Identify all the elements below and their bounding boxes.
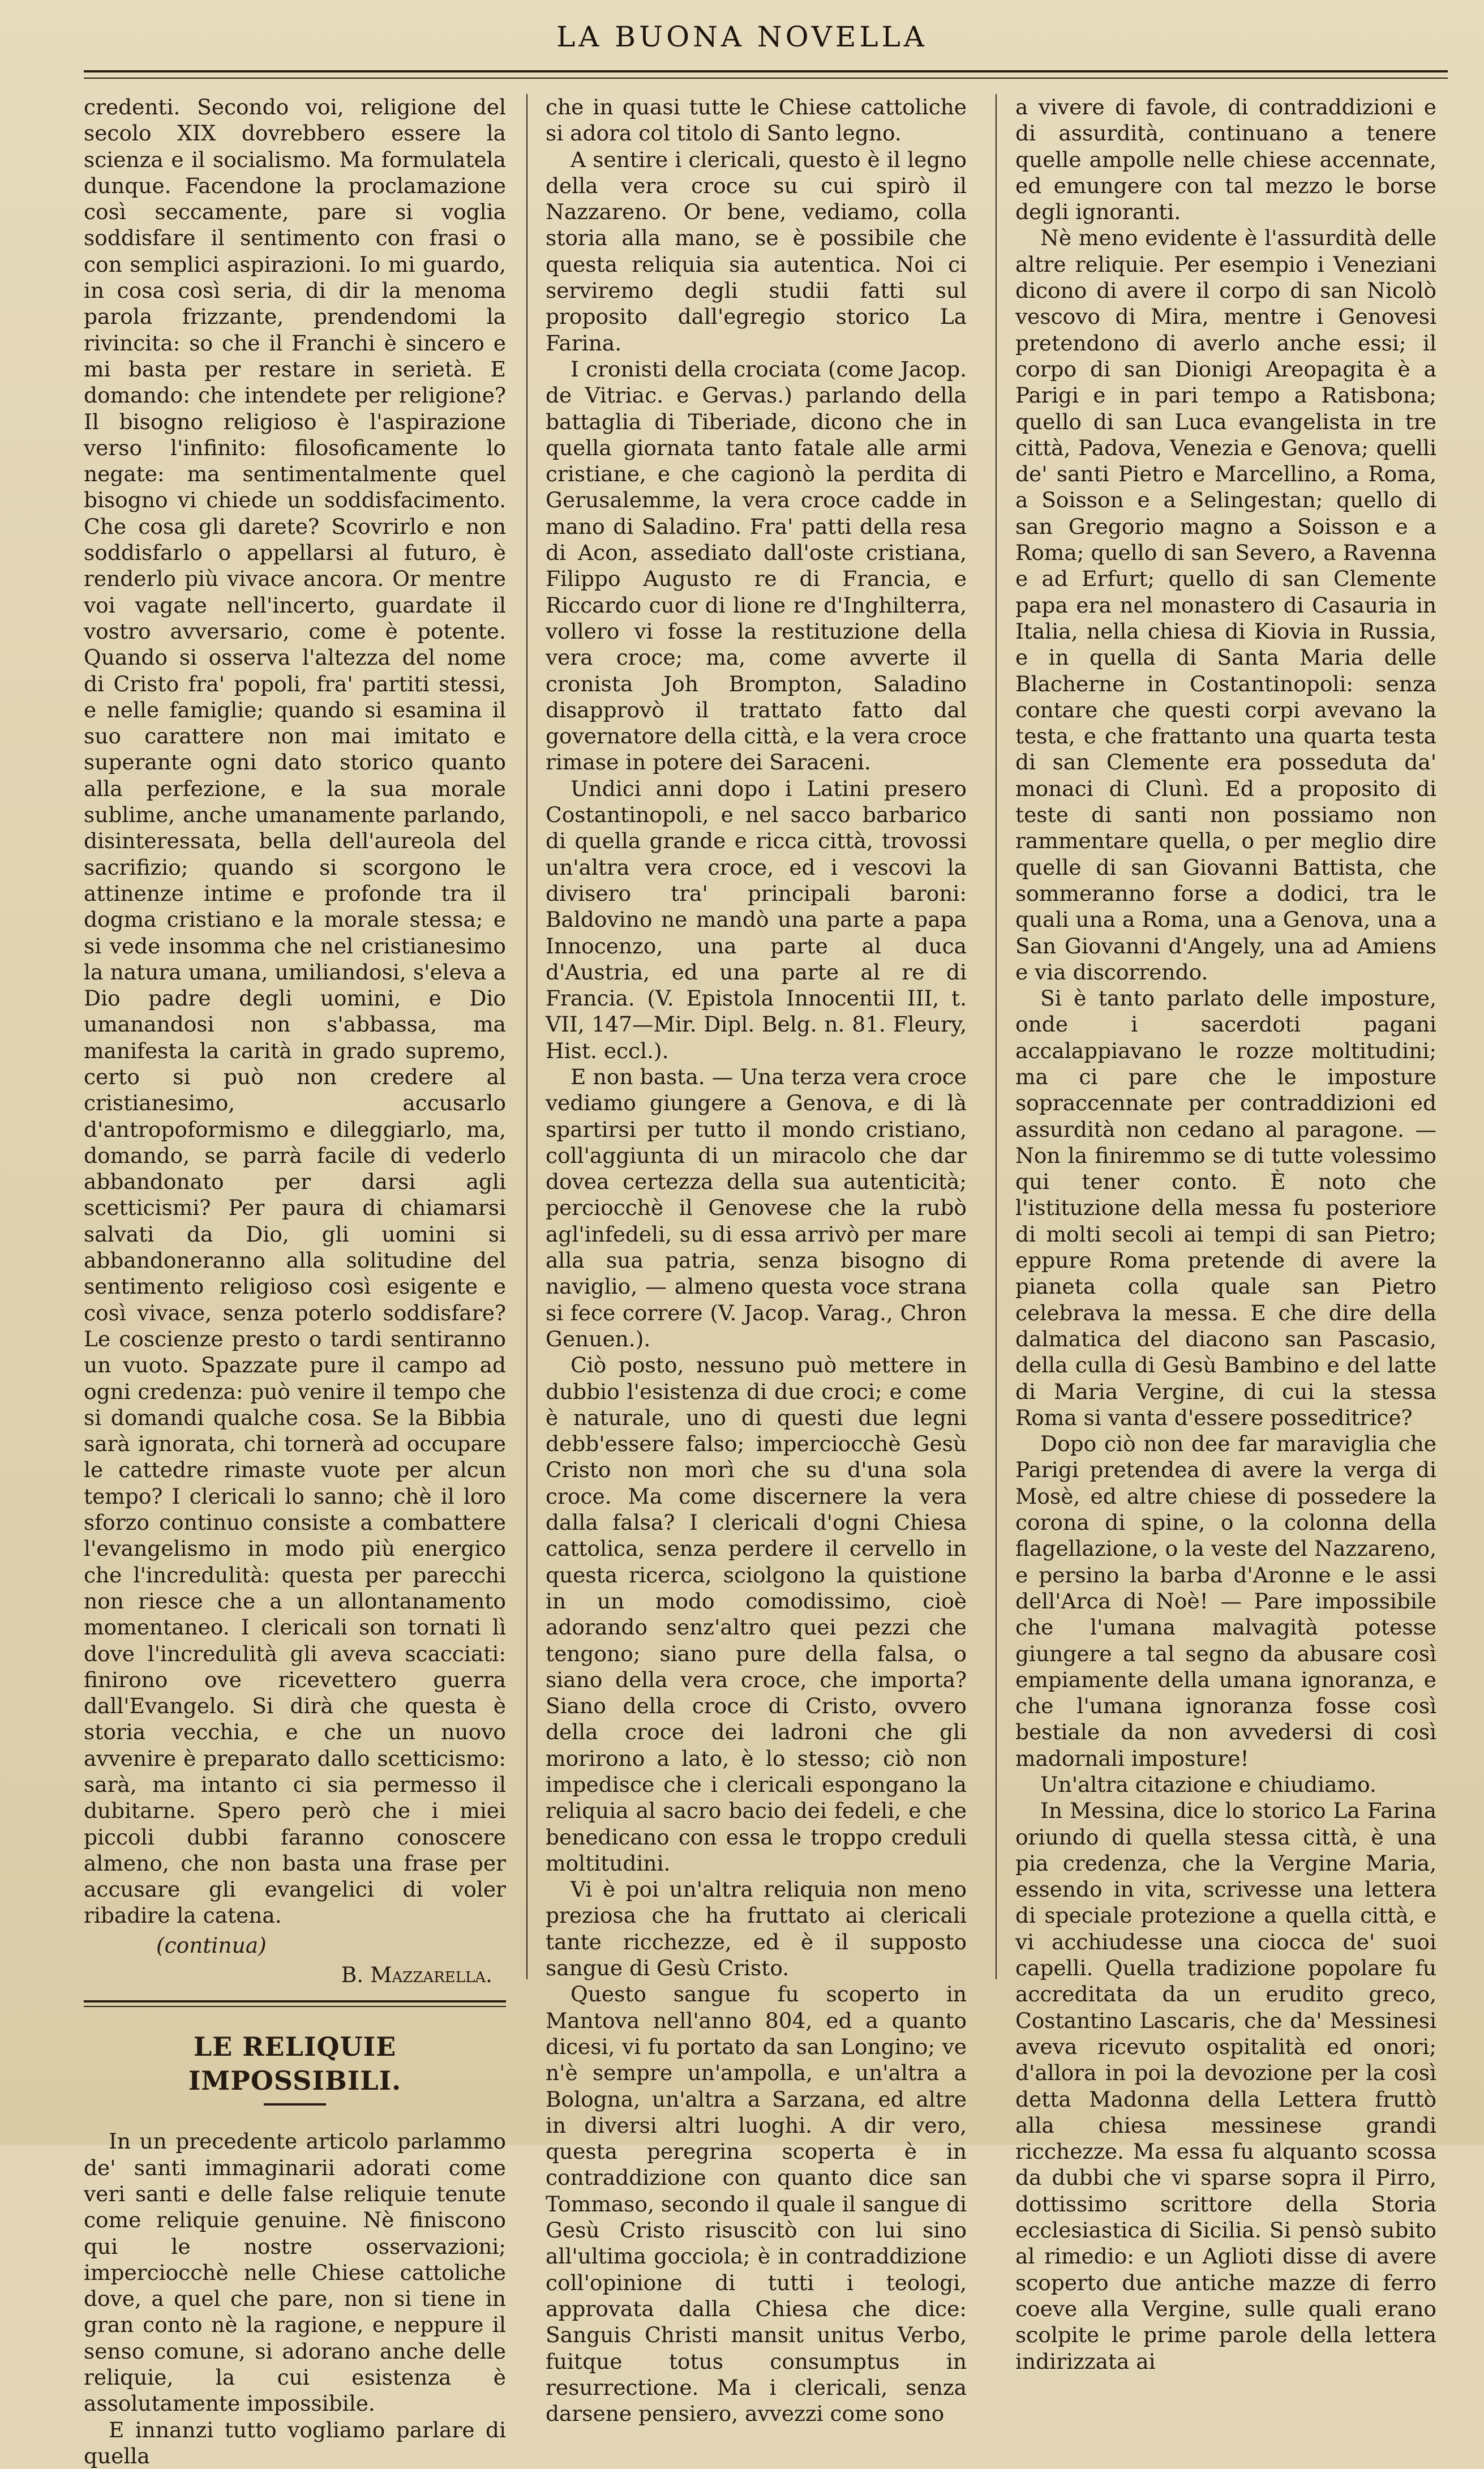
paragraph: A sentire i clericali, questo è il legno della vera croce su cui spirò il Nazzareno. Or bene, vediamo, colla storia alla mano, se è possibile che questa reliquia sia autentica. Noi ci serviremo degli studii fatti sul proposito dall'egregio storico La Farina. bbox=[546, 147, 967, 356]
paragraph: Si è tanto parlato delle imposture, onde i sacerdoti pagani accalappiavano le rozze moltitudini; ma ci pare che le imposture sopraccennate per contraddizioni ed assurdità non cedano al paragone. — Non la finiremmo se di tutte volessimo qui tener conto. È noto che l'istituzione della messa fu posteriore di molti secoli ai tempi di san Pietro; eppure Roma pretende di avere la pianeta colla quale san Pietro celebrava la messa. E che dire della dalmatica del diacono san Pascasio, della culla di Gesù Bambino e del latte di Maria Vergine, di cui la stessa Roma si vanta d'essere posseditrice? bbox=[1015, 986, 1436, 1430]
column-3 bbox=[1015, 94, 1436, 2374]
paragraph: Vi è poi un'altra reliquia non meno preziosa che ha fruttato ai clericali tante ricchezze, ed è il supposto sangue di Gesù Cristo. bbox=[546, 1877, 967, 1981]
paragraph: E innanzi tutto vogliamo parlare di quella bbox=[84, 2417, 506, 2468]
paragraph: che in quasi tutte le Chiese cattoliche si adora col titolo di Santo legno. bbox=[546, 95, 967, 146]
author-signature: B. Mazzarella. bbox=[341, 1962, 492, 1988]
title-ornament bbox=[264, 2103, 326, 2106]
paragraph: Questo sangue fu scoperto in Mantova nell'anno 804, ed a quanto dicesi, vi fu portato da san Longino; ve n'è sempre un'ampolla, e un'altra a Bologna, un'altra a Sarzana, ed altre in diversi altri luoghi. A dir vero, questa peregrina scoperta è in contraddizione con quanto dice san Tommaso, secondo il quale il sangue di Gesù Cristo risuscitò con lui sino all'ultima gocciola; è in contraddizione coll'opinione di tutti i teologi, approvata dalla Chiesa che dice: Sanguis Christi mansit unitus Verbo, fuitque totus consumptus in resurrectione. Ma i clericali, senza darsene pensiero, avvezzi come sono bbox=[546, 1982, 967, 2427]
column-1 bbox=[84, 94, 506, 2468]
paragraph: Ciò posto, nessuno può mettere in dubbio l'esistenza di due croci; e come è naturale, uno di questi due legni debb'essere falso; imperciocchè Gesù Cristo non morì che su d'una sola croce. Ma come discernere la vera dalla falsa? I clericali d'ogni Chiesa cattolica, senza perdere il cervello in questa ricerca, sciolgono la quistione in un modo comodissimo, cioè adorando senz'altro quei pezzi che tengono; siano pure della falsa, o siano della vera croce, che importa? Siano della croce di Cristo, ovvero della croce dei ladroni che gli morirono a lato, è lo stesso; ciò non impedisce che i clericali espongano la reliquia al sacro bacio dei fedeli, e che benedicano con essa le troppo creduli moltitudini. bbox=[546, 1353, 967, 1876]
header-rule bbox=[84, 70, 1448, 79]
paragraph: E non basta. — Una terza vera croce vediamo giungere a Genova, e di là spartirsi per tutto il mondo cristiano, coll'aggiunta di un miracolo che dar dovea certezza della sua autenticità; perciocchè il Genovese che la rubò agl'infedeli, su di essa arrivò per mare alla sua patria, senza bisogno di naviglio, — almeno questa voce strana si fece correre (V. Jacop. Varag., Chron Genuen.). bbox=[546, 1064, 967, 1351]
paragraph: In Messina, dice lo storico La Farina oriundo di quella stessa città, è una pia credenza, che la Vergine Maria, essendo in vita, scrivesse una lettera di speciale protezione a quella città, e vi acchiudesse una ciocca de' suoi capelli. Quella tradizione popolare fu accreditata da un erudito greco, Costantino Lascaris, che da' Messinesi aveva ricevuto ospitalità ed onori; d'allora in poi la devozione per la così detta Madonna della Lettera fruttò alla chiesa messinese grandi ricchezze. Ma essa fu alquanto scossa da dubbi che vi sparse sopra il Pirro, dottissimo scrittore della Storia ecclesiastica di Sicilia. Si pensò subito al rimedio: e un Aglioti disse di avere scoperto due antiche mazze di ferro coeve alla Vergine, sulle quali erano scolpite le prime parole della lettera indirizzata ai bbox=[1015, 1798, 1436, 2374]
column-divider bbox=[526, 94, 527, 1979]
paragraph: a vivere di favole, di contraddizioni e di assurdità, continuano a tenere quelle ampolle nelle chiese accennate, ed emungere con tal mezzo le borse degli ignoranti. bbox=[1015, 95, 1436, 225]
paragraph: I cronisti della crociata (come Jacop. de Vitriac. e Gervas.) parlando della battaglia di Tiberiade, dicono che in quella giornata tanto fatale alle armi cristiane, e che cagionò la perdita di Gerusalemme, la vera croce cadde in mano di Saladino. Fra' patti della resa di Acon, assediato dall'oste cristiana, Filippo Augusto re di Francia, e Riccardo cuor di lione re d'Inghilterra, vollero vi fosse la restituzione della vera croce; ma, come avverte il cronista Joh Brompton, Saladino disapprovò il trattato fatto dal governatore della città, e la vera croce rimase in potere dei Saraceni. bbox=[546, 356, 967, 775]
column-divider bbox=[996, 94, 997, 1979]
column-2 bbox=[546, 94, 967, 2427]
paragraph: Dopo ciò non dee far maraviglia che Parigi pretendea di avere la verga di Mosè, ed altre chiese di possedere la corona di spine, o la colonna della flagellazione, o la veste del Nazzareno, e persino la barba d'Aronne e le assi dell'Arca di Noè! — Pare impossibile che l'umana malvagità potesse giungere a tal segno da abusare così empiamente della umana ignoranza, e che l'umana ignoranza fosse così bestiale da non avvedersi di così madornali imposture! bbox=[1015, 1431, 1436, 1771]
paragraph: credenti. Secondo voi, religione del secolo XIX dovrebbero essere la scienza e il socialismo. Ma formulatela dunque. Facendone la proclamazione così seccamente, pare si voglia soddisfare il sentimento con frasi o con semplici aspirazioni. Io mi guardo, in cosa così seria, di dir la menoma parola frizzante, prendendomi la rivincita: so che il Franchi è sincero e mi basta per restare in serietà. E domando: che intendete per religione? Il bisogno religioso è l'aspirazione verso l'infinito: filosoficamente lo negate: ma sentimentalmente quel bisogno vi chiede un soddisfacimento. Che cosa gli darete? Scovrirlo e non soddisfarlo o appellarsi al futuro, è renderlo più vivace ancora. Or mentre voi vagate nell'incerto, guardate il vostro avversario, come è potente. Quando si osserva l'altezza del nome di Cristo fra' popoli, fra' partiti stessi, e nelle famiglie; quando si esamina il suo carattere non mai imitato e superante ogni dato storico quanto alla perfezione, e la sua morale sublime, anche umanamente parlando, disinteressata, bella dell'aureola del sacrifizio; quando si scorgono le attinenze intime e profonde tra il dogma cristiano e la morale stessa; e si vede insomma che nel cristianesimo la natura umana, umiliandosi, s'eleva a Dio padre degli uomini, e Dio umanandosi non s'abbassa, ma manifesta la carità in grado supremo, certo si può non credere al cristianesimo, accusarlo d'antropoformismo e dileggiarlo, ma, domando, se parrà facile di vederlo abbandonato per darsi agli scetticismi? Per paura di chiamarsi salvati da Dio, gli uomini si abbandoneranno alla solitudine del sentimento religioso così esigente e così vivace, senza poterlo soddisfare? Le coscienze presto o tardi sentiranno un vuoto. Spazzate pure il campo ad ogni credenza: può venire il tempo che si domandi qualche cosa. Se la Bibbia sarà ignorata, chi tornerà ad occupare le cattedre rimaste vuote per alcun tempo? I clericali lo sanno; chè il loro sforzo continuo consiste a combattere l'evangelismo in modo più energico che l'incredulità: questa per parecchi non riesce che a un allontanamento momentaneo. I clericali son tornati lì dove l'incredulità gli aveva scacciati: finirono ove ricevettero guerra dall'Evangelo. Si dirà che questa è storia vecchia, e che un nuovo avvenire è preparato dallo scetticismo: sarà, ma intanto ci sia permesso il dubitarne. Spero però che i miei piccoli dubbi faranno conoscere almeno, che non basta una frase per accusare gli evangelici di voler ribadire la catena. bbox=[84, 95, 506, 1928]
continua-note: (continua) bbox=[156, 1932, 267, 1958]
running-header: LA BUONA NOVELLA bbox=[556, 20, 928, 53]
paragraph: In un precedente articolo parlammo de' santi immaginarii adorati come veri santi e delle false reliquie tenute come reliquie genuine. Nè finiscono qui le nostre osservazioni; imperciocchè nelle Chiese cattoliche dove, a quel che pare, non si tiene in gran conto nè la ragione, e neppure il senso comune, si adorano anche delle reliquie, la cui esistenza è assolutamente impossibile. bbox=[84, 2129, 506, 2416]
paragraph: Un'altra citazione e chiudiamo. bbox=[1040, 1772, 1376, 1797]
paragraph: Nè meno evidente è l'assurdità delle altre reliquie. Per esempio i Veneziani dicono di avere il corpo di san Nicolò vescovo di Mira, mentre i Genovesi pretendono di averlo anche essi; il corpo di san Dionigi Areopagita è a Parigi e in pari tempo a Ratisbona; quello di san Luca evangelista in tre città, Padova, Venezia e Genova; quelli de' santi Pietro e Marcellino, a Roma, a Soisson e a Selingestan; quello di san Gregorio magno a Soisson e a Roma; quello di san Severo, a Ravenna e ad Erfurt; quello di san Clemente papa era nel monastero di Casauria in Italia, nella chiesa di Kiovia in Russia, e in quella di Santa Maria delle Blacherne in Costantinopoli: senza contare che questi corpi avevano la testa, e che frattanto una quarta testa di san Clemente era posseduta da' monaci di Clunì. Ed a proposito di teste di santi non possiamo non rammentare quella, o per meglio dire quelle di san Giovanni Battista, che sommeranno forse a dodici, tra le quali una a Roma, una a Genova, una a San Giovanni d'Angely, una ad Amiens e via discorrendo. bbox=[1015, 225, 1436, 985]
paragraph: Undici anni dopo i Latini presero Costantinopoli, e nel sacco barbarico di quella grande e ricca città, trovossi un'altra vera croce, ed i vescovi la divisero tra' principali baroni: Baldovino ne mandò una parte a papa Innocenzo, una parte al duca d'Austria, ed una parte al re di Francia. (V. Epistola Innocentii III, t. VII, 147—Mir. Dipl. Belg. n. 81. Fleury, Hist. eccl.). bbox=[546, 776, 967, 1063]
section-separator bbox=[84, 2000, 506, 2007]
article-title: LE RELIQUIE IMPOSSIBILI. bbox=[188, 2031, 402, 2096]
